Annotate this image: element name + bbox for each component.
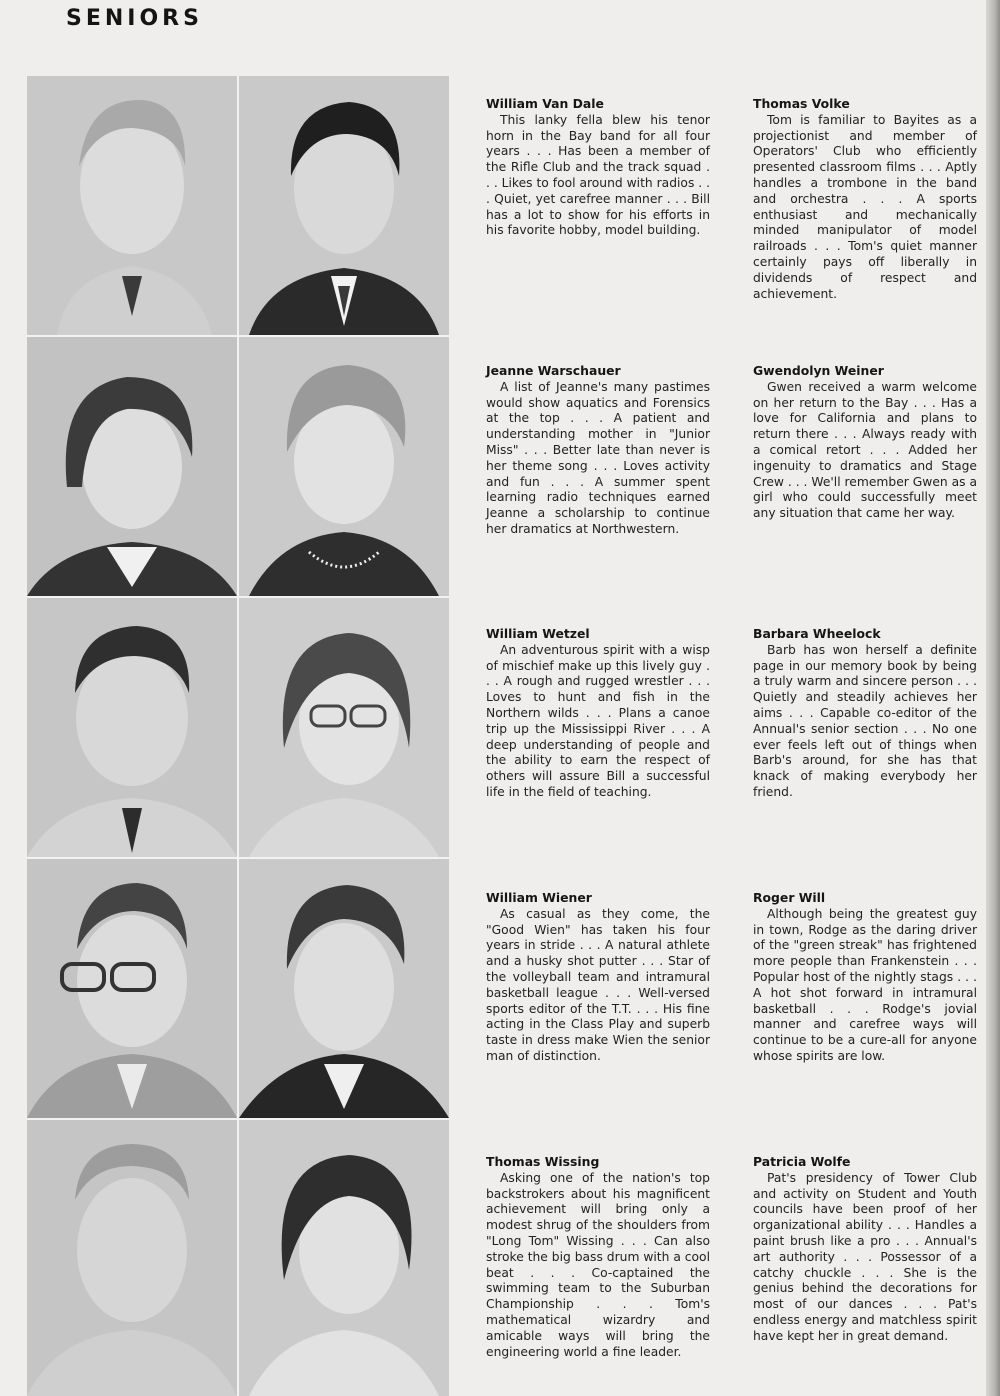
- senior-name: Patricia Wolfe: [753, 1154, 851, 1169]
- senior-entry: [753, 363, 977, 522]
- senior-entry: [753, 1154, 977, 1345]
- page-heading: SENIORS: [66, 6, 203, 31]
- portrait-photo: [27, 76, 237, 335]
- senior-name: Thomas Volke: [753, 96, 850, 111]
- portrait-photo: [27, 337, 237, 596]
- senior-bio: Asking one of the nation's top backstrokers about his magnificent achievement will bring only a modest shrug of the shoulders from "Long Tom" Wissing . . . Can also stroke the big bass drum with a cool beat . . . Co-captained the swimming team to the Suburban Championship . . . Tom's mathematical wizardry and amicable ways will bring the engineering world a fine leader.: [486, 1170, 710, 1359]
- portrait-photo: [239, 598, 449, 857]
- portrait-grid: [27, 76, 449, 1396]
- senior-bio: This lanky fella blew his tenor horn in the Bay band for all four years . . . Has been a member of the Rifle Club and the track squad . . . Likes to fool around with radios . . . Quiet, yet carefree manner . . . Bill has a lot to show for his efforts in his favorite hobby, model building.: [486, 112, 710, 238]
- senior-bio: A list of Jeanne's many pastimes would show aquatics and Forensics at the top . . . A patient and understanding mother in "Junior Miss" . . . Better late than never is her theme song . . . Loves activity and fun . . . A summer spent learning radio techniques earned Jeanne a scholarship to continue her dramatics at Northwestern.: [486, 379, 710, 536]
- senior-name: William Wiener: [486, 890, 592, 905]
- portrait-photo: [239, 1120, 449, 1396]
- senior-bio: Barb has won herself a definite page in our memory book by being a truly warm and sincere person . . . Quietly and steadily achieves her aims . . . Capable co-editor of the Annual's senior section . . . No one ever feels left out of things when Barb's around, for she has that knack of making everybody her friend.: [753, 642, 977, 799]
- senior-bio: Gwen received a warm welcome on her return to the Bay . . . Has a love for California and plans to return there . . . Always ready with a comical retort . . . Added her ingenuity to dramatics and Stage Crew . . . We'll remember Gwen as a girl who could successfully meet any situation that came her way.: [753, 379, 977, 521]
- senior-bio: As casual as they come, the "Good Wien" has taken his four years in stride . . . A natural athlete and a husky shot putter . . . Star of the volleyball team and intramural basketball league . . . Well-versed sports editor of the T.T. . . . His fine acting in the Class Play and superb taste in dress make Wien the senior man of distinction.: [486, 906, 710, 1063]
- page-binding-edge: [986, 0, 1000, 1396]
- portrait-photo: [239, 76, 449, 335]
- portrait-photo: [27, 1120, 237, 1396]
- senior-entry: [486, 96, 710, 239]
- senior-bio: Although being the greatest guy in town, Rodge as the daring driver of the "green streak" has frightened more people than Frankenstein . . . Popular host of the nightly stags . . . A hot shot forward in intramural basketball . . . Rodge's jovial manner and carefree ways will continue to be a cure-all for anyone whose spirits are low.: [753, 906, 977, 1063]
- senior-entry: [486, 363, 710, 538]
- portrait-photo: [27, 598, 237, 857]
- portrait-photo: [239, 337, 449, 596]
- senior-bio: Tom is familiar to Bayites as a projectionist and member of Operators' Club who efficiently presented classroom films . . . Aptly handles a trombone in the band and orchestra . . . A sports enthusiast and mechanically minded manipulator of model railroads . . . Tom's quiet manner certainly pays off liberally in dividends of respect and achievement.: [753, 112, 977, 301]
- senior-name: William Van Dale: [486, 96, 604, 111]
- senior-name: William Wetzel: [486, 626, 590, 641]
- senior-entry: [486, 1154, 710, 1360]
- senior-bio: An adventurous spirit with a wisp of mischief make up this lively guy . . . A rough and rugged wrestler . . . Loves to hunt and fish in the Northern wilds . . . Plans a canoe trip up the Mississippi River . . . A deep understanding of people and the ability to earn the respect of others will assure Bill a successful life in the field of teaching.: [486, 642, 710, 799]
- senior-entry: [753, 890, 977, 1065]
- senior-name: Barbara Wheelock: [753, 626, 881, 641]
- senior-name: Jeanne Warschauer: [486, 363, 621, 378]
- senior-bio: Pat's presidency of Tower Club and activity on Student and Youth councils have been proof of her organizational ability . . . Handles a paint brush like a pro . . . Annual's art authority . . . Possessor of a catchy chuckle . . . She is the genius behind the decorations for most of our dances . . . Pat's endless energy and matchless spirit have kept her in great demand.: [753, 1170, 977, 1343]
- senior-entry: [753, 96, 977, 302]
- senior-entry: [486, 890, 710, 1065]
- senior-name: Roger Will: [753, 890, 826, 905]
- senior-name: Gwendolyn Weiner: [753, 363, 884, 378]
- portrait-photo: [239, 859, 449, 1118]
- portrait-photo: [27, 859, 237, 1118]
- senior-entry: [486, 626, 710, 801]
- senior-name: Thomas Wissing: [486, 1154, 600, 1169]
- senior-entry: [753, 626, 977, 801]
